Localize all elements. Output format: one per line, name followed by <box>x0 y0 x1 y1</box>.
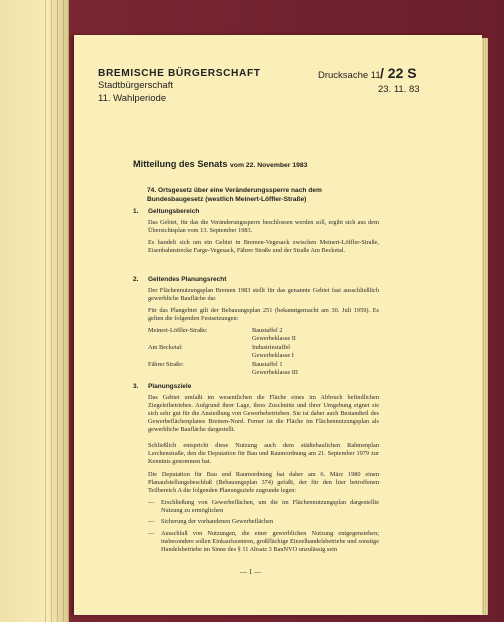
drucksache-label: Drucksache 11 <box>318 70 381 81</box>
document-date: 23. 11. 83 <box>378 84 420 95</box>
paragraph: Die Deputation für Bau und Raumordnung hat daher am 6. März 1980 einen Planaufstellungsbeschluß (Bebauungsplan 374) gefaßt, der für den hier betroffenen Teilbereich A die folgenden Planungsziele zugrunde legen: <box>148 471 379 495</box>
table-value-line: Gewerbeklasse III <box>252 369 298 377</box>
document-title <box>133 159 307 169</box>
table-row-value <box>252 344 294 360</box>
bullet-mark: — <box>148 530 155 537</box>
bullet-mark: — <box>148 499 155 506</box>
table-value-line: Industriestaffel <box>252 344 291 351</box>
title-date: vom 22. November 1983 <box>230 162 308 169</box>
paragraph: Der Flächennutzungsplan Bremen 1983 stellt für das genannte Gebiet fast ausschließlich gewerbliche Baufläche dar. <box>148 287 379 303</box>
table-value-line: Gewerbeklasse II <box>252 335 296 343</box>
binder-left-pages <box>0 0 69 622</box>
section-number: 1. <box>133 208 139 215</box>
section-heading: Planungsziele <box>148 383 192 390</box>
title-main: Mitteilung des Senats <box>133 159 228 169</box>
bullet-item: Ausschluß von Nutzungen, die einer gewerblichen Nutzung entgegenstehen; insbesondere sollen Einkaufszentren, großflächige Einzelhandelsbetriebe und sonstige Handelsbetriebe im Sinne des § 11 Absatz 3 BauNVO unzulässig sein <box>161 530 379 554</box>
page-number: — 1 — <box>240 568 261 576</box>
page-stack-edge <box>482 38 488 615</box>
table-row-value <box>252 361 298 377</box>
org-title: BREMISCHE BÜRGERSCHAFT <box>98 68 261 79</box>
document-page <box>74 35 482 615</box>
bullet-item: Erschließung von Gewerbeflächen, um die im Flächennutzungsplan dargestellte Nutzung zu ermöglichen <box>161 499 379 515</box>
legislative-period: 11. Wahlperiode <box>98 93 167 104</box>
subject-line: 74. Ortsgesetz über eine Veränderungssperre nach dem Bundesbaugesetz (westlich Meinert-Löffler-Straße) <box>147 187 322 203</box>
table-row-label: Meinert-Löffler-Straße: <box>148 327 208 334</box>
org-body: Stadtbürgerschaft <box>98 80 173 91</box>
table-value-line: Baustaffel 2 <box>252 327 283 334</box>
drucksache-number: / 22 S <box>380 65 417 81</box>
section-heading: Geltendes Planungsrecht <box>148 276 227 283</box>
section-number: 2. <box>133 276 139 283</box>
bullet-mark: — <box>148 518 155 525</box>
table-row-value <box>252 327 296 343</box>
bullet-item: Sicherung der vorhandenen Gewerbeflächen <box>161 518 274 525</box>
paragraph: Das Gebiet umfaßt im wesentlichen die Fläche eines im Abbruch befindlichen Ziegeleibetriebes. Aufgrund ihrer Lage, ihres Zuschnitts und ihrer Umgebung eignet sie sich sehr gut für die Ansiedlung von Gewerbebetrieben. Sie ist daher auch Bestandteil des Gewerbeflächenplanes Bremen-Nord. Ferner ist die Fläche im Flächennutzungsplan als gewerbliche Baufläche dargestellt. <box>148 394 379 434</box>
paragraph: Es handelt sich um ein Gebiet in Bremen-Vegesack zwischen Meinert-Löffler-Straße, Eisenbahnstrecke Farge-Vegesack, Fährer Straße und der Straße Am Becketal. <box>148 239 379 255</box>
table-value-line: Baustaffel 1 <box>252 361 283 368</box>
table-value-line: Gewerbeklasse I <box>252 352 294 360</box>
table-row-label: Fährer Straße: <box>148 361 184 368</box>
section-number: 3. <box>133 383 139 390</box>
table-row-label: Am Becketal: <box>148 344 183 351</box>
paragraph: Schließlich entspricht diese Nutzung auch dem städtebaulichen Rahmenplan Lerchenstraße, den die Deputation für Bau und Raumordnung am 21. September 1979 zur Kenntnis genommen hat. <box>148 442 379 466</box>
paragraph: Für das Plangebiet gilt der Bebauungsplan 251 (bekanntgemacht am 30. Juli 1959). Es gelten die folgenden Festsetzungen: <box>148 307 379 323</box>
paragraph: Das Gebiet, für das die Veränderungssperre beschlossen werden soll, ergibt sich aus dem Übersichtsplan vom 13. September 1983. <box>148 219 379 235</box>
section-heading: Geltungsbereich <box>148 208 200 215</box>
